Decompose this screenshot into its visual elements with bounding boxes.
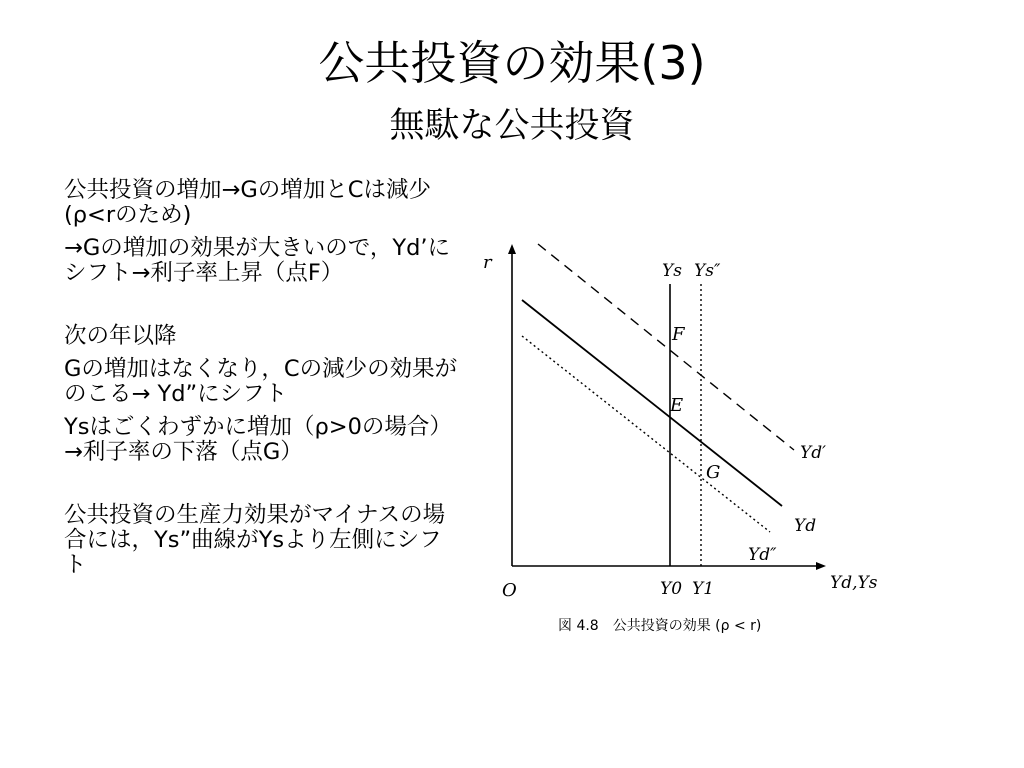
bullet-1: 公共投資の増加→Gの増加とCは減少(ρ<rのため) (64, 177, 431, 228)
bullet-6: 公共投資の生産力効果がマイナスの場合には，Ys”曲線がYsより左側にシフト (64, 502, 446, 578)
axis-x-label: Yd,Ys (830, 573, 878, 593)
axis-y-label: r (483, 252, 492, 273)
y-axis-arrow (508, 244, 516, 254)
yd-down-label: Yd″ (748, 545, 777, 565)
bullet-3: 次の年以降 (64, 323, 177, 349)
origin-label: O (502, 580, 517, 601)
slide-subtitle: 無駄な公共投資 (389, 106, 635, 146)
point-g-label: G (706, 462, 721, 483)
bullet-list (64, 178, 464, 578)
yd-label: Yd (794, 516, 817, 536)
point-f-label: F (672, 324, 685, 345)
tick-y1: Y1 (692, 579, 715, 599)
bullet-5: Ysはごくわずかに増加（ρ>0の場合）→利子率の下落（点G） (64, 414, 452, 465)
yd-up-label: Yd′ (800, 443, 826, 463)
slide-title: 公共投資の効果(3) (318, 36, 706, 90)
is-lm-figure (480, 236, 920, 646)
x-axis-arrow (816, 562, 826, 570)
ys-shifted-label: Ys″ (694, 261, 721, 281)
yd-down-line (522, 336, 770, 532)
tick-y0: Y0 (660, 579, 683, 599)
ys-label: Ys (662, 261, 682, 281)
figure-caption: 図 4.8 公共投資の効果 (ρ < r) (558, 618, 762, 634)
yd-line (522, 300, 782, 506)
bullet-2: →Gの増加の効果が大きいので，Yd’にシフト→利子率上昇（点F） (64, 235, 451, 286)
point-e-label: E (670, 395, 684, 416)
bullet-4: Gの増加はなくなり，Cの減少の効果がのこる→ Yd”にシフト (64, 356, 458, 407)
